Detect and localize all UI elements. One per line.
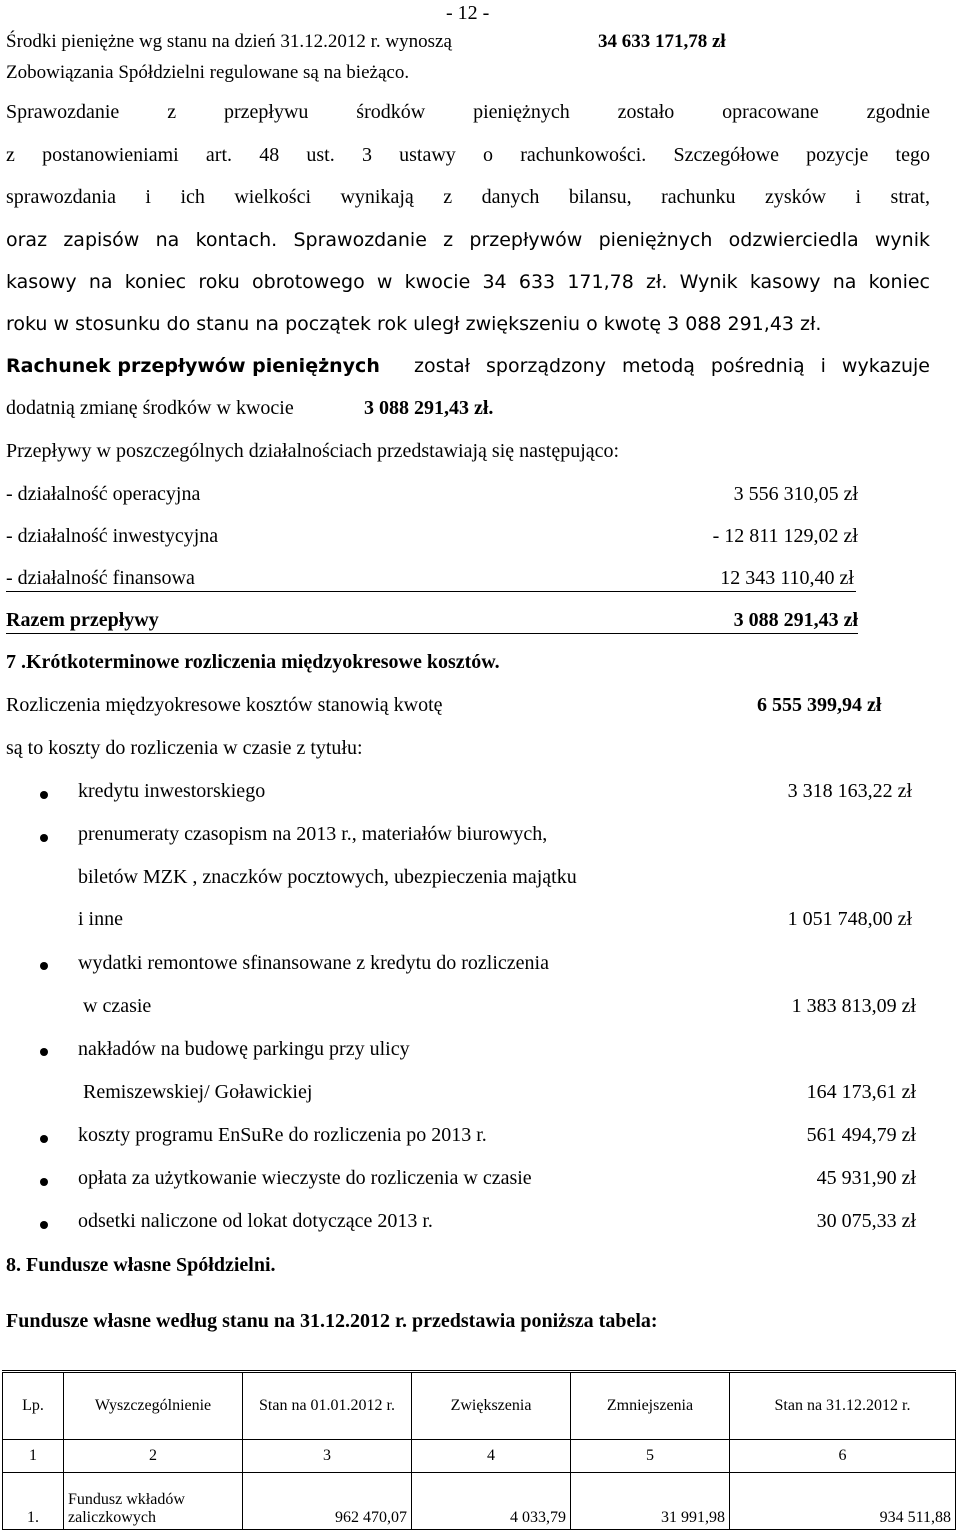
item-line: biletów MZK , znaczków pocztowych, ubezpieczenia majątku [78, 866, 577, 888]
section-7-sub: są to koszty do rozliczenia w czasie z tytułu: [6, 737, 363, 759]
table-row [3, 1473, 956, 1530]
table-header-cell: Stan na 01.01.2012 r. [243, 1372, 412, 1440]
item-line: Remiszewskiej/ Goławickiej [78, 1081, 313, 1103]
bullet-icon [40, 1135, 48, 1143]
table-number-cell: 5 [571, 1440, 730, 1473]
bullet-icon [40, 1221, 48, 1229]
flow-value-investing: - 12 811 129,02 zł [712, 525, 858, 547]
section-7-intro: Rozliczenia międzyokresowe kosztów stanowią kwotę [6, 694, 443, 716]
item-line: w czasie [78, 995, 152, 1017]
subtotal-rule [6, 591, 856, 592]
bullet-icon [40, 1048, 48, 1056]
item-line: koszty programu EnSuRe do rozliczenia po 2013 r. [78, 1124, 487, 1146]
table-header-cell: Lp. [3, 1372, 64, 1440]
flow-value-financing: 12 343 110,40 zł [720, 567, 854, 589]
cashflow-change-label: dodatnią zmianę środków w kwocie [6, 397, 294, 419]
page-number: - 12 - [446, 2, 490, 24]
section-8-subheading: Fundusze własne według stanu na 31.12.2012 r. przedstawia poniższa tabela: [6, 1310, 658, 1332]
cash-label: Środki pieniężne wg stanu na dzień 31.12.2012 r. wynoszą [6, 31, 452, 52]
table-cell: 4 033,79 [412, 1473, 571, 1530]
cashflow-statement-rest: został sporządzony metodą pośrednią i wykazuje [414, 355, 930, 377]
section-7-intro-value: 6 555 399,94 zł [757, 694, 882, 716]
section-7-heading: 7 .Krótkoterminowe rozliczenia międzyokresowe kosztów. [6, 651, 500, 673]
paragraph-line: oraz zapisów na kontach. Sprawozdanie z przepływów pieniężnych odzwierciedla wynik [6, 229, 930, 251]
table-cell: 1. [3, 1473, 64, 1530]
table-cell: Fundusz wkładów zaliczkowych [64, 1473, 243, 1530]
section-8-heading: 8. Fundusze własne Spółdzielni. [6, 1254, 276, 1276]
table-header-cell: Stan na 31.12.2012 r. [730, 1372, 956, 1440]
flows-intro: Przepływy w poszczególnych działalnościach przedstawiają się następująco: [6, 440, 620, 462]
cashflow-statement-bold: Rachunek przepływów pieniężnych [6, 355, 380, 377]
item-line: nakładów na budowę parkingu przy ulicy [78, 1038, 410, 1060]
item-line: i inne [78, 908, 123, 930]
flow-label-investing: - działalność inwestycyjna [6, 525, 219, 547]
cash-value: 34 633 171,78 zł [598, 31, 726, 52]
item-value: 164 173,61 zł [806, 1081, 916, 1103]
bullet-icon [40, 791, 48, 799]
paragraph-line: kasowy na koniec roku obrotowego w kwocie 34 633 171,78 zł. Wynik kasowy na koniec [6, 271, 930, 293]
paragraph-line: sprawozdania i ich wielkości wynikają z danych bilansu, rachunku zysków i strat, [6, 186, 930, 208]
paragraph-line: Sprawozdanie z przepływu środków pieniężnych zostało opracowane zgodnie [6, 101, 930, 123]
cashflow-change-amount: 3 088 291,43 zł. [364, 397, 494, 419]
item-value: 30 075,33 zł [816, 1210, 916, 1232]
item-value: 1 051 748,00 zł [787, 908, 912, 930]
table-number-cell: 6 [730, 1440, 956, 1473]
paragraph-line: roku w stosunku do stanu na początek rok uległ zwiększeniu o kwotę 3 088 291,43 zł. [6, 313, 822, 335]
item-line: wydatki remontowe sfinansowane z kredytu do rozliczenia [78, 952, 549, 974]
flows-total-value: 3 088 291,43 zł [733, 609, 858, 631]
bullet-icon [40, 834, 48, 842]
table-cell: 934 511,88 [730, 1473, 956, 1530]
table-header-cell: Wyszczególnienie [64, 1372, 243, 1440]
bullet-icon [40, 962, 48, 970]
table-number-cell: 1 [3, 1440, 64, 1473]
flow-value-operating: 3 556 310,05 zł [733, 483, 858, 505]
table-number-cell: 2 [64, 1440, 243, 1473]
table-cell: 962 470,07 [243, 1473, 412, 1530]
item-value: 561 494,79 zł [806, 1124, 916, 1146]
paragraph-line: z postanowieniami art. 48 ust. 3 ustawy o rachunkowości. Szczegółowe pozycje tego [6, 144, 930, 166]
item-line: kredytu inwestorskiego [78, 780, 266, 802]
table-number-cell: 3 [243, 1440, 412, 1473]
table-header-row [3, 1372, 956, 1440]
table-cell: 31 991,98 [571, 1473, 730, 1530]
flow-label-operating: - działalność operacyjna [6, 483, 201, 505]
total-rule [6, 633, 858, 634]
cash-note: Zobowiązania Spółdzielni regulowane są na bieżąco. [6, 62, 410, 83]
table-number-cell: 4 [412, 1440, 571, 1473]
funds-table [2, 1370, 956, 1530]
bullet-icon [40, 1178, 48, 1186]
flows-total-label: Razem przepływy [6, 609, 159, 631]
table-header-cell: Zwiększenia [412, 1372, 571, 1440]
table-number-row [3, 1440, 956, 1473]
item-value: 45 931,90 zł [816, 1167, 916, 1189]
item-value: 3 318 163,22 zł [787, 780, 912, 802]
flow-label-financing: - działalność finansowa [6, 567, 195, 589]
item-line: opłata za użytkowanie wieczyste do rozliczenia w czasie [78, 1167, 532, 1189]
item-value: 1 383 813,09 zł [791, 995, 916, 1017]
item-line: odsetki naliczone od lokat dotyczące 2013 r. [78, 1210, 433, 1232]
item-line: prenumeraty czasopism na 2013 r., materiałów biurowych, [78, 823, 548, 845]
table-header-cell: Zmniejszenia [571, 1372, 730, 1440]
